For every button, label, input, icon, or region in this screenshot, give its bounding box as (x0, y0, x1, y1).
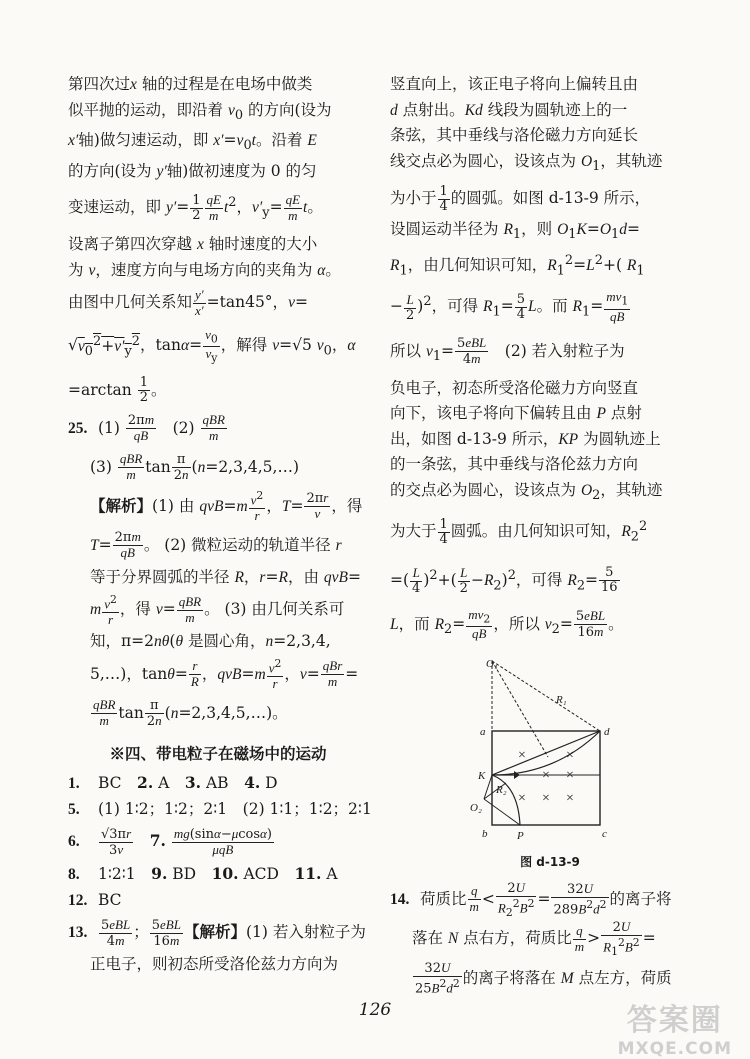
label-o2: O₂ (470, 801, 482, 814)
text-line: =arctan $\frac{1}{2}$ 。 (68, 375, 167, 406)
figure-caption: 图 d-13-9 (520, 854, 580, 869)
text-line: 的方向(设为 y′轴)做初速度为 0 的匀 (68, 161, 317, 180)
label-d: d (604, 725, 610, 738)
right-column (390, 72, 708, 998)
label-r2: R₂ (496, 783, 507, 796)
text-line: 所以 $v_1=$ $\frac{\text{5eBL}}{4m}$ (2) 若入射粒子为 (390, 335, 625, 368)
text-line: 出，如图 d-13-9 所示，KP 为圆轨迹上 (390, 429, 661, 448)
figure-d-13-9 (470, 657, 630, 870)
field-mark: × (518, 747, 526, 763)
text-line: m $\frac{v^2}{r}$ ，得 v= $\frac{\text{qBR}}{m}$ 。 (3) 由几何关系可 (90, 592, 345, 627)
text-line: (3) $\frac{\text{qBR}}{m}$ tan $\frac{\pi}{2n}$ (n=2,3,4,5,…) (90, 451, 300, 483)
answer-25: 25. (1) $\frac{2\pi m}{qB}$ (2) $\frac{\text{qBR}}{m}$ (68, 412, 225, 444)
text-line: 等于分界圆弧的半径 R，r=R，由 qvB= (90, 567, 361, 586)
page-number: 126 (358, 1000, 392, 1020)
text-line: − $\frac{L}{2}$ )$^2$，可得 $R_1=$ $\frac{5}{4}$ L。而 $R_1=$ $\frac{mv_1}{qB}$ (390, 289, 629, 324)
text-line: $R_1$，由几何知识可知，$R_1^2=L^2+$( $R_1$ (390, 252, 645, 278)
text-line: 第四次过x 轴的过程是在电场中做类 (68, 75, 313, 93)
answer-line: 12. BC (68, 890, 122, 909)
text-line: 为大于 $\frac{1}{4}$ 圆弧。由几何知识可知，$R_2^2$ (390, 517, 648, 548)
field-mark: × (566, 790, 574, 806)
text-line: T= $\frac{2\pi m}{qB}$ 。 (2) 微粒运动的轨道半径 r (90, 529, 342, 561)
text-line: $\frac{\text{qBR}}{m}$ tan $\frac{\pi}{2n}$ (n=2,3,4,5,…)。 (93, 697, 288, 729)
field-mark: × (566, 747, 574, 763)
section-heading: ※四、带电粒子在磁场中的运动 (109, 743, 327, 763)
answer-13: 13. $\frac{\text{5eBL}}{4m}$ ； $\frac{\text{5eBL}}{16m}$ 【解析】(1) 若入射粒子为 (68, 916, 366, 949)
answer-line: 6. $\frac{√3\pi r}{3v}$ 7. $\frac{mg(\sin\alpha-\mu\cos\alpha)}{\text{μqB}}$ (68, 825, 272, 858)
magnetic-field-diagram (470, 657, 630, 847)
answer-line: 8. 1∶2∶1 9. BD 10. ACD 11. A (68, 864, 338, 884)
text-line: 正电子，则初态所受洛伦兹力方向为 (90, 955, 339, 974)
text-line: $\frac{32U}{25B^2d^2}$ 的离子将落在 M 点左方，荷质 (415, 960, 672, 997)
text-line: d 点射出。Kd 线段为圆轨迹上的一 (390, 100, 628, 119)
answer-line: 1. BC 2. A 3. AB 4. D (68, 773, 278, 793)
label-c: c (602, 827, 607, 840)
text-line: 5,…)，tanθ= $\frac{r}{R}$ ，qvB=m $\frac{v^2}{r}$ ，v= $\frac{\text{qBr}}{m}$ = (90, 657, 359, 692)
watermark-logo (618, 995, 732, 1059)
text-line: $√v_0^2+v'_y^2$，tanα= $\frac{v_0}{v_y}$ ，解得 v=√5 $v_0$，α (68, 326, 356, 365)
text-line: 变速运动，即 y′= $\frac{1}{2}$ $\frac{qE}{m}$ $t^2$，$v'_y=$ $\frac{qE}{m}$ t。 (68, 191, 323, 223)
field-mark: × (542, 767, 550, 783)
text-line: 为 v，速度方向与电场方向的夹角为 α。 (68, 260, 341, 279)
text-line: 竖直向上，该正电子将向上偏转且由 (390, 75, 639, 93)
field-mark: × (542, 790, 550, 806)
label-a: a (480, 725, 486, 738)
text-line: 设圆运动半径为 $R_1$，则 $O_1K=O_1d=$ (390, 220, 640, 243)
watermark-url: MXQE.COM (617, 1039, 732, 1059)
text-line: x′轴)做匀速运动，即 $x'=v_0t$。沿着 E (68, 131, 317, 154)
text-line: =( $\frac{L}{4}$ )$^2$+( $\frac{L}{2}$ $-R_2)^2$，可得 $R_2=$ $\frac{5}{16}$ (390, 564, 618, 596)
field-mark: × (566, 767, 574, 783)
field-mark: × (518, 790, 526, 806)
answer-14: 14. 荷质比 $\frac{q}{m}$ < $\frac{2U}{R_2^2B^2}$ = $\frac{32U}{289B^2d^2}$ 的离子将 (390, 879, 672, 919)
left-column (68, 72, 372, 978)
label-r1: R₁ (556, 693, 567, 706)
text-line: 知，π=2nθ(θ 是圆心角，n=2,3,4, (90, 632, 331, 651)
label-k: K (478, 769, 486, 782)
text-line: 向下，该电子将向下偏转且由 P 点射 (390, 404, 642, 423)
text-line: L，而 $R_2=$ $\frac{mv_2}{qB}$ ，所以 $v_2=$ $\frac{\text{5eBL}}{16m}$ 。 (390, 606, 624, 642)
label-o1: O₁ (486, 657, 498, 670)
text-line: 由图中几何关系知 $\frac{y'}{x'}$ =tan45°，v= (68, 286, 308, 318)
text-line: 似平抛的运动，即沿着 $v_0$ 的方向(设为 (68, 100, 332, 123)
text-line: 设离子第四次穿越 x 轴时速度的大小 (68, 235, 318, 254)
label-b: b (482, 827, 488, 840)
text-line: 的一条弦，其中垂线与洛伦兹力方向 (390, 455, 639, 474)
text-line: 落在 N 点右方，荷质比 $\frac{q}{m}$ > $\frac{2U}{R_1^2B^2}$ = (412, 918, 656, 958)
text-line: 的交点必为圆心，设该点为 $O_2$，其轨迹 (390, 480, 663, 503)
answer-line: 5. (1) 1∶2；1∶2；2∶1 (2) 1∶1；1∶2；2∶1 (68, 799, 372, 818)
text-line: 线交点必为圆心，设该点为 $O_1$，其轨迹 (390, 151, 663, 174)
watermark-text: 答案圈 (626, 1003, 723, 1038)
label-p: P (517, 829, 524, 842)
text-line: 条弦，其中垂线与洛伦磁力方向延长 (390, 126, 639, 144)
text-line: 为小于 $\frac{1}{4}$ 的圆弧。如图 d-13-9 所示， (390, 183, 651, 214)
text-line: 【解析】(1) 由 qvB=m $\frac{v^2}{r}$ ，T= $\frac{2\pi r}{v}$ ，得 (90, 489, 363, 524)
text-line: 负电子，初态所受洛伦磁力方向竖直 (390, 378, 639, 397)
